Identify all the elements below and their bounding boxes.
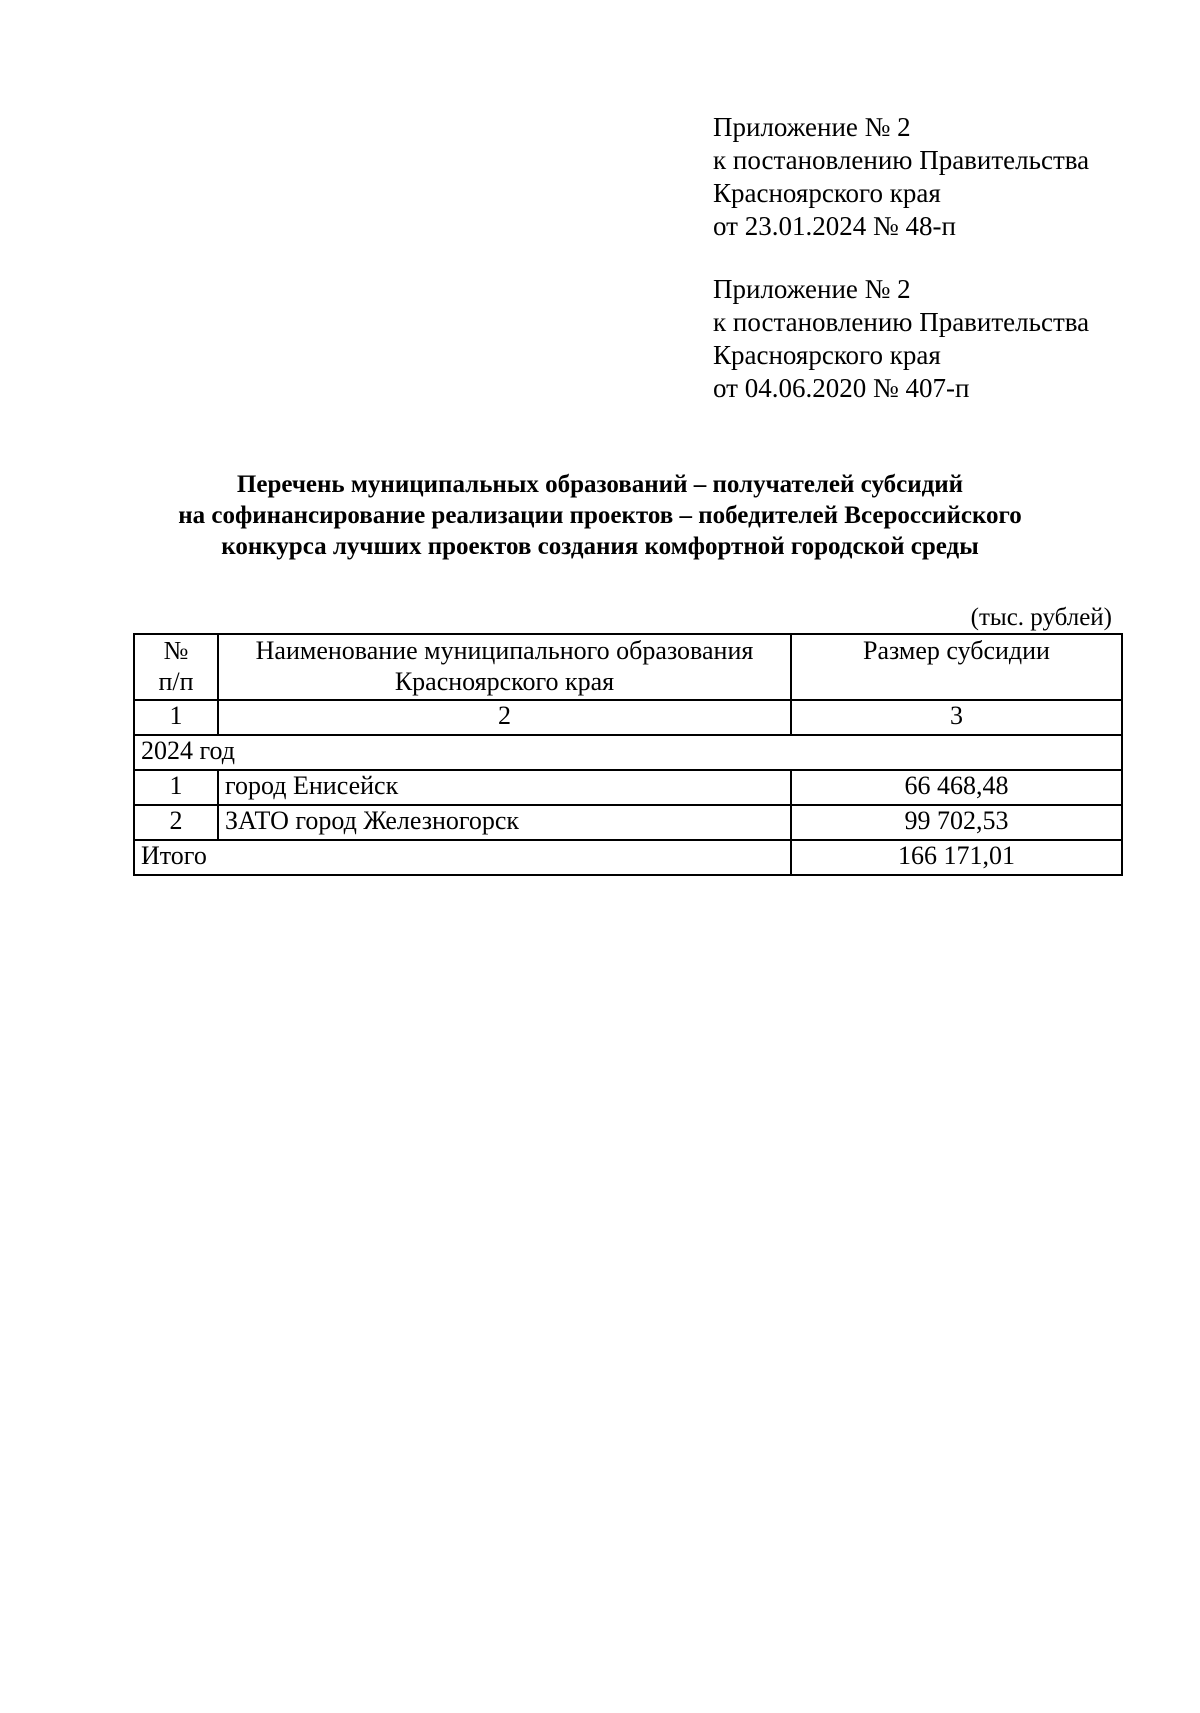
row-number: 1 xyxy=(134,770,218,805)
row-amount: 66 468,48 xyxy=(791,770,1122,805)
appendix-reference: к постановлению Правительства xyxy=(713,145,1090,175)
total-label: Итого xyxy=(134,840,791,875)
column-index-cell: 1 xyxy=(134,700,218,735)
table-header-row xyxy=(134,634,1122,700)
header-subsidy-amount: Размер субсидии xyxy=(791,634,1122,700)
year-group-row xyxy=(134,735,1122,770)
title-line-1: Перечень муниципальных образований – получателей субсидий xyxy=(236,471,964,498)
header-municipality xyxy=(218,634,791,700)
header-number-symbol: № xyxy=(163,636,189,665)
column-index-cell: 2 xyxy=(218,700,791,735)
year-group-label: 2024 год xyxy=(134,735,1122,770)
header-municipality-line-1: Наименование муниципального образования xyxy=(255,636,754,665)
appendix-date-number: от 04.06.2020 № 407-п xyxy=(713,373,970,403)
row-municipality: город Енисейск xyxy=(218,770,791,805)
table-row xyxy=(134,770,1122,805)
column-index-row xyxy=(134,700,1122,735)
appendix-region: Красноярского края xyxy=(713,340,941,370)
row-municipality: ЗАТО город Железногорск xyxy=(218,805,791,840)
appendix-date-number: от 23.01.2024 № 48-п xyxy=(713,211,956,241)
units-note: (тыс. рублей) xyxy=(970,604,1112,631)
appendix-number: Приложение № 2 xyxy=(713,112,911,142)
appendix-region: Красноярского края xyxy=(713,178,941,208)
document-title xyxy=(120,469,1080,562)
appendix-note-original xyxy=(713,273,1173,405)
title-line-2: на софинансирование реализации проектов – победителей Всероссийского xyxy=(178,502,1022,529)
appendix-note-current xyxy=(713,111,1173,243)
subsidy-table xyxy=(133,633,1123,876)
header-municipality-line-2: Красноярского края xyxy=(394,667,615,696)
header-number xyxy=(134,634,218,700)
row-amount: 99 702,53 xyxy=(791,805,1122,840)
row-number: 2 xyxy=(134,805,218,840)
appendix-reference: к постановлению Правительства xyxy=(713,307,1090,337)
appendix-number: Приложение № 2 xyxy=(713,274,911,304)
total-row xyxy=(134,840,1122,875)
column-index-cell: 3 xyxy=(791,700,1122,735)
total-amount: 166 171,01 xyxy=(791,840,1122,875)
table-row xyxy=(134,805,1122,840)
title-line-3: конкурса лучших проектов создания комфортной городской среды xyxy=(221,533,979,560)
header-number-abbr: п/п xyxy=(158,667,194,696)
